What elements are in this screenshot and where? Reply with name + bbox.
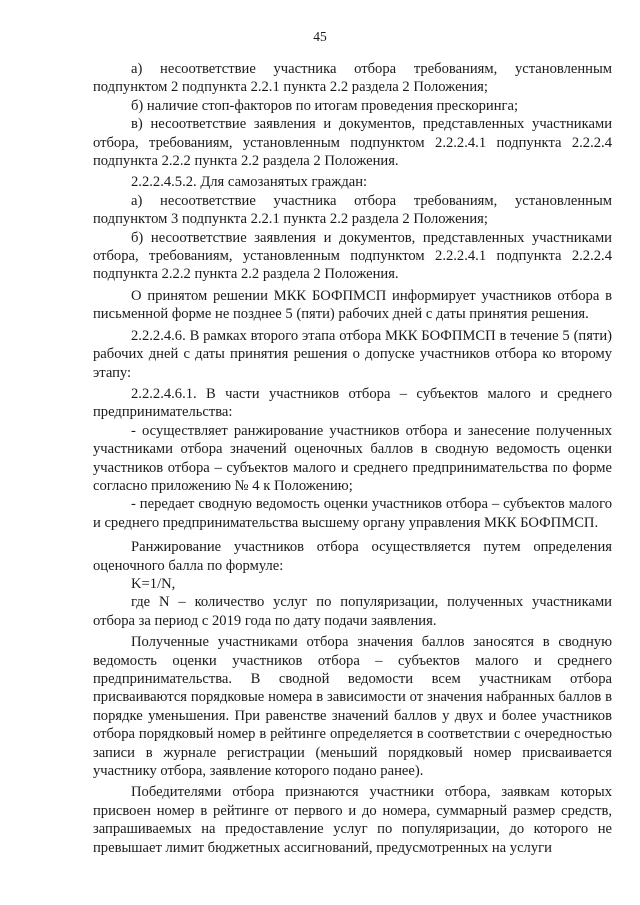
paragraph-item-b: б) наличие стоп-факторов по итогам проведения прескоринга; bbox=[131, 97, 519, 114]
paragraph-clause-2-2-2-4-6: 2.2.2.4.6. В рамках второго этапа отбора МКК БОФПМСП в течение 5 (пяти) рабочих дней с даты принятия решения о допуске участников отбора ко второму этапу: bbox=[93, 327, 612, 381]
paragraph-item-a: а) несоответствие участника отбора требованиям, установленным подпунктом 2 подпункта 2.2.1 пункта 2.2 раздела 2 Положения; bbox=[93, 61, 612, 96]
paragraph-item-v: в) несоответствие заявления и документов, представленных участниками отбора, требованиям, установленным подпунктом 2.2.2.4.1 подпункта 2.2.2.4 подпункта 2.2.2 пункта 2.2 раздела 2 Положения. bbox=[93, 116, 612, 170]
formula: K=1/N, bbox=[131, 575, 176, 592]
paragraph-clause-2-2-2-4-5-2: 2.2.2.4.5.2. Для самозанятых граждан: bbox=[131, 174, 368, 191]
paragraph-item-b-selfemployed: б) несоответствие заявления и документов, представленных участниками отбора, требованиям, установленным подпунктом 2.2.2.4.1 подпункта 2.2.2.4 подпункта 2.2.2 пункта 2.2 раздела 2 Положения. bbox=[93, 229, 612, 283]
paragraph-winners: Победителями отбора признаются участники отбора, заявкам которых присвоен номер в рейтинге от первого и до номера, суммарный размер средств, запрашиваемых на предоставление услуг по популяризации, до которого не превышает лимит бюджетных ассигнований, предусмотренных на услуги bbox=[93, 784, 612, 856]
paragraph-ranking-method: Ранжирование участников отбора осуществляется путем определения оценочного балла по формуле: bbox=[93, 539, 612, 574]
paragraph-decision-notice: О принятом решении МКК БОФПМСП информирует участников отбора в письменной форме не позднее 5 (пяти) рабочих дней с даты принятия решения. bbox=[93, 287, 612, 323]
page-number: 45 bbox=[313, 29, 327, 44]
paragraph-clause-2-2-2-4-6-1: 2.2.2.4.6.1. В части участников отбора – субъектов малого и среднего предпринимательства: bbox=[93, 385, 612, 421]
paragraph-item-a-selfemployed: а) несоответствие участника отбора требованиям, установленным подпунктом 3 подпункта 2.2.1 пункта 2.2 раздела 2 Положения; bbox=[93, 192, 612, 228]
paragraph-formula-definition: где N – количество услуг по популяризации, полученных участниками отбора за период с 2019 года по дату подачи заявления. bbox=[93, 594, 612, 629]
document-body bbox=[93, 60, 612, 857]
paragraph-ranking-bullet: - осуществляет ранжирование участников отбора и занесение полученных участниками отбора значений оценочных баллов в сводную ведомость оценки участников отбора – субъектов малого и среднего предпринимательства по форме согласно приложению № 4 к Положению; bbox=[93, 422, 612, 494]
paragraph-transfer-bullet: - передает сводную ведомость оценки участников отбора – субъектов малого и среднего предпринимательства высшему органу управления МКК БОФПМСП. bbox=[93, 496, 612, 531]
paragraph-summary-sheet: Полученные участниками отбора значения баллов заносятся в сводную ведомость оценки участников отбора – субъектов малого и среднего предпринимательства. В сводной ведомости всем участникам отбора присваиваются порядковые номера в зависимости от значения набранных баллов в порядке уменьшения. При равенстве значений баллов у двух и более участников отбора порядковый номер в рейтинге определяется в соответствии с очередностью записи в журнале регистрации (меньший порядковый номер присваивается участнику отбора, заявление которого подано ранее). bbox=[93, 634, 612, 780]
